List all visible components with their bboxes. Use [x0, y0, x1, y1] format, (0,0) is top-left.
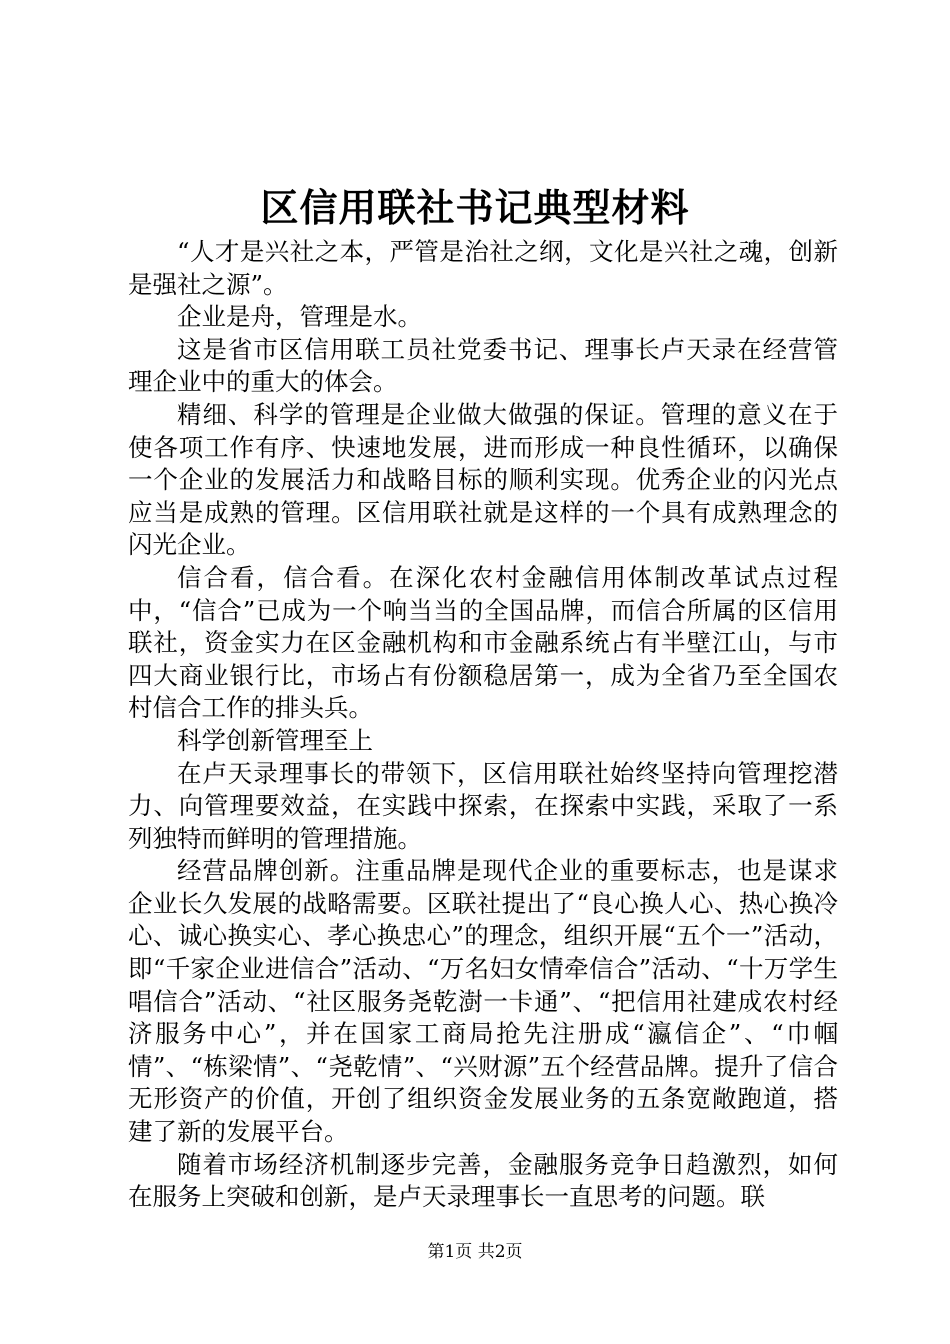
paragraph-2: 企业是舟，管理是水。 [177, 302, 422, 332]
document-title: 区信用联社书记典型材料 [260, 185, 690, 230]
paragraph-8: 经营品牌创新。注重品牌是现代企业的重要标志，也是谋求企业长久发展的战略需要。区联社提出了“良心换人心、热心换冷心、诚心换实心、孝心换忠心”的理念，组织开展“五个一”活动，即“千家企业进信合”活动、“万名妇女情牵信合”活动、“十万学生唱信合”活动、“社区服务尧乾澍一卡通”、“把信用社建成农村经济服务中心”，并在国家工商局抢先注册成“瀛信企”、“巾帼情”、“栋梁情”、“尧乾情”、“兴财源”五个经营品牌。提升了信合无形资产的价值，开创了组织资金发展业务的五条宽敞跑道，搭建了新的发展平台。 [128, 856, 838, 1147]
paragraph-7: 在卢天录理事长的带领下，区信用联社始终坚持向管理挖潜力、向管理要效益，在实践中探索，在探索中实践，采取了一系列独特而鲜明的管理措施。 [128, 758, 838, 853]
section-heading: 科学创新管理至上 [177, 725, 373, 755]
paragraph-5: 信合看，信合看。在深化农村金融信用体制改革试点过程中，“信合”已成为一个响当当的全国品牌，而信合所属的区信用联社，资金实力在区金融机构和市金融系统占有半壁江山，与市四大商业银行比，市场占有份额稳居第一，成为全省乃至全国农村信合工作的排头兵。 [128, 562, 838, 723]
paragraph-3: 这是省市区信用联工员社党委书记、理事长卢天录在经营管理企业中的重大的体会。 [128, 334, 838, 397]
document-body [128, 236, 838, 1214]
paragraph-9: 随着市场经济机制逐步完善，金融服务竞争日趋激烈，如何在服务上突破和创新，是卢天录理事长一直思考的问题。联 [128, 1149, 838, 1212]
paragraph-4: 精细、科学的管理是企业做大做强的保证。管理的意义在于使各项工作有序、快速地发展，进而形成一种良性循环，以确保一个企业的发展活力和战略目标的顺利实现。优秀企业的闪光点应当是成熟的管理。区信用联社就是这样的一个具有成熟理念的闪光企业。 [128, 399, 838, 560]
paragraph-1: “人才是兴社之本，严管是治社之纲，文化是兴社之魂，创新是强社之源”。 [128, 237, 838, 299]
page-footer: 第1页 共2页 [427, 1242, 523, 1262]
